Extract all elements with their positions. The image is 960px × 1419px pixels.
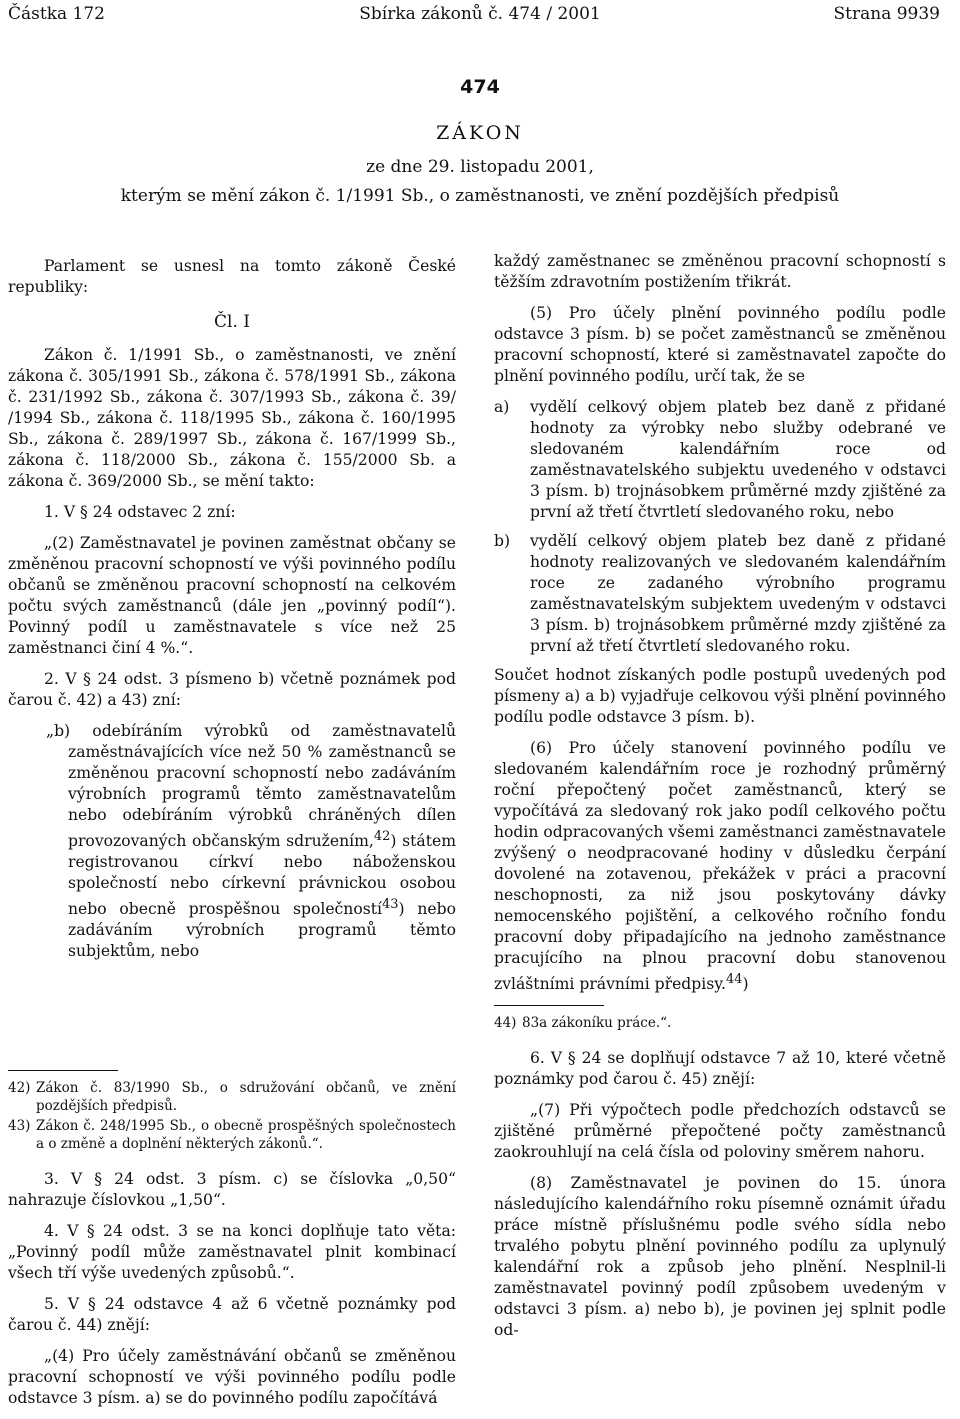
list-item-b: b) vydělí celkový objem plateb bez daně z přidané hodnoty realizovaných ve sledovaném kalendářním roce ze zadaného výrobního programu zaměstnavatelským subjektem uvedeným v odstavci 3 písm. b) trojnásobkem průměrné mzdy zjištěné za první až třetí čtvrtletí sledovaného roku. <box>494 532 946 655</box>
enacting-clause: Parlament se usnesl na tomto zákoně České republiky: <box>8 257 456 296</box>
point-1-quote: „(2) Zaměstnavatel je povinen zaměstnat občany se změněnou pracovní schopností ve výši povinného podílu občanů se změněnou pracovní schopností na celkovém počtu svých zaměstnanců (dále jen „povinný podíl“). Povinný podíl u zaměstnavatele s více než 25 zaměstnanci činí 4 %.“. <box>8 534 456 657</box>
footnote-divider-right <box>494 1005 604 1006</box>
footnote-ref-43: 43 <box>381 897 399 913</box>
running-header-left: Částka 172 <box>8 4 105 24</box>
point-3: 3. V § 24 odst. 3 písm. c) se číslovka „0,50“ nahrazuje číslovkou „1,50“. <box>8 1170 456 1210</box>
point-5: 5. V § 24 odstavce 4 až 6 včetně poznámky pod čarou č. 44) znějí: <box>8 1295 456 1335</box>
paragraph-7: „(7) Při výpočtech podle předchozích odstavců se zjištěné průměrné přepočtené počty zaměstnanců zaokrouhlují na celá čísla od poloviny směrem nahoru. <box>494 1101 946 1162</box>
right-column <box>494 251 946 1351</box>
point-1: 1. V § 24 odstavec 2 zní: <box>44 503 236 521</box>
footnote-divider <box>8 1070 118 1071</box>
point-2-quote: „b) odebíráním výrobků od zaměstnavatelů zaměstnávajících více než 50 % zaměstnanců se změněnou pracovní schopností nebo zadáváním výrobních programů těmto zaměstnavatelům nebo odebíráním výrobků chráněných dílen provozovaných občanským sdružením,$^{42}$) státem registrovanou církví nebo náboženskou společností nebo církevní právnickou osobou nebo obecně prospěšnou společností$^{43}$) nebo zadáváním výrobních programů těmto subjektům, nebo <box>46 722 457 961</box>
paragraph-5: (5) Pro účely plnění povinného podílu podle odstavce 3 písm. b) se počet zaměstnanců se změněnou pracovní schopností, které si zaměstnavatel započte do plnění povinného podílu, určí tak, že se <box>494 304 946 385</box>
sum-paragraph: Součet hodnot získaných podle postupů uvedených pod písmeny a) a b) vyjadřuje celkovou výši plnění povinného podílu podle odstavce 3 písm. b). <box>494 666 946 726</box>
article-heading: Čl. I <box>214 312 250 332</box>
footnote-ref-44: 44 <box>725 972 743 987</box>
footnote-42: 42) Zákon č. 83/1990 Sb., o sdružování občanů, ve znění pozdějších předpisů. <box>8 1080 456 1115</box>
amendment-lead: Zákon č. 1/1991 Sb., o zaměstnanosti, ve znění zákona č. 305/1991 Sb., zákona č. 578/1991 Sb., zákona č. 231/1992 Sb., zákona č. 307/1993 Sb., zákona č. 39/ /1994 Sb., zákona č. 118/1995 Sb., zákona č. 160/1995 Sb., zákona č. 289/1997 Sb., zákona č. 167/1999 Sb., zákona č. 118/2000 Sb., zákona č. 155/2000 Sb. a zákona č. 369/2000 Sb., se mění takto: <box>8 346 456 490</box>
footnote-43: 43) Zákon č. 248/1995 Sb., o obecně prospěšných společnostech a o změně a doplnění některých zákonů.“. <box>8 1118 456 1153</box>
footnote-ref-42: 42 <box>373 829 391 844</box>
point-2: 2. V § 24 odst. 3 písmeno b) včetně poznámek pod čarou č. 42) a 43) zní: <box>8 670 456 709</box>
paragraph-6: (6) Pro účely stanovení povinného podílu ve sledovaném kalendářním roce je rozhodný průměrný roční přepočtený počet zaměstnanců, který se vypočítává za sledovaný rok jako podíl celkového počtu hodin odpracovaných všemi zaměstnanci zaměstnavatele zvýšený o neodpracované hodiny v důsledku čerpání dovolené na zotavenou, překážek v práci a pracovní neschopnosti, za niž jsou poskytovány dávky nemocenského pojištění, a celkového ročního fondu pracovní doby připadajícího na jednoho zaměstnance pracujícího na plnou pracovní dobu stanovenou zvláštními právními předpisy.$^{44}$) <box>494 739 946 994</box>
law-number: 474 <box>460 76 500 98</box>
point-5-quote: „(4) Pro účely zaměstnávání občanů se změněnou pracovní schopností ve výši povinného podílu podle odstavce 3 písm. a) se do povinného podílu započítává <box>8 1347 456 1408</box>
law-date: ze dne 29. listopadu 2001, <box>366 157 594 177</box>
running-header-center: Sbírka zákonů č. 474 / 2001 <box>359 4 601 24</box>
list-item-a: a) vydělí celkový objem plateb bez daně z přidané hodnoty za výrobky nebo služby odebrané ve sledovaném kalendářním roce od zaměstnavatelského subjektu uvedeného v odstavci 3 písm. b) trojnásobkem průměrné mzdy zjištěné za první až třetí čtvrtletí sledovaného roku, nebo <box>494 398 946 521</box>
law-subject: kterým se mění zákon č. 1/1991 Sb., o zaměstnanosti, ve znění pozdějších předpisů <box>120 186 840 206</box>
law-kind-title: ZÁKON <box>436 122 524 144</box>
point-6: 6. V § 24 se doplňují odstavce 7 až 10, které včetně poznámky pod čarou č. 45) znějí: <box>494 1049 946 1089</box>
footnote-44: 44) 83a zákoníku práce.“. <box>494 1015 672 1032</box>
running-header-right: Strana 9939 <box>833 4 940 24</box>
paragraph-4-continuation: každý zaměstnanec se změněnou pracovní schopností s těžším zdravotním postižením třikrát. <box>494 252 946 291</box>
left-column <box>8 256 456 1419</box>
paragraph-8: (8) Zaměstnavatel je povinen do 15. února následujícího kalendářního roku písemně oznámit úřadu práce místně příslušnému podle svého sídla nebo trvalého pobytu plnění povinného podílu za uplynulý kalendářní rok a způsob jeho plnění. Nesplnil-li zaměstnavatel povinný podíl způsobem uvedeným v odstavci 3 písm. a) nebo b), je povinen jej splnit podle od- <box>494 1174 946 1340</box>
point-4: 4. V § 24 odst. 3 se na konci doplňuje tato věta: „Povinný podíl může zaměstnavatel plnit kombinací všech tří výše uvedených způsobů.“. <box>8 1222 456 1283</box>
